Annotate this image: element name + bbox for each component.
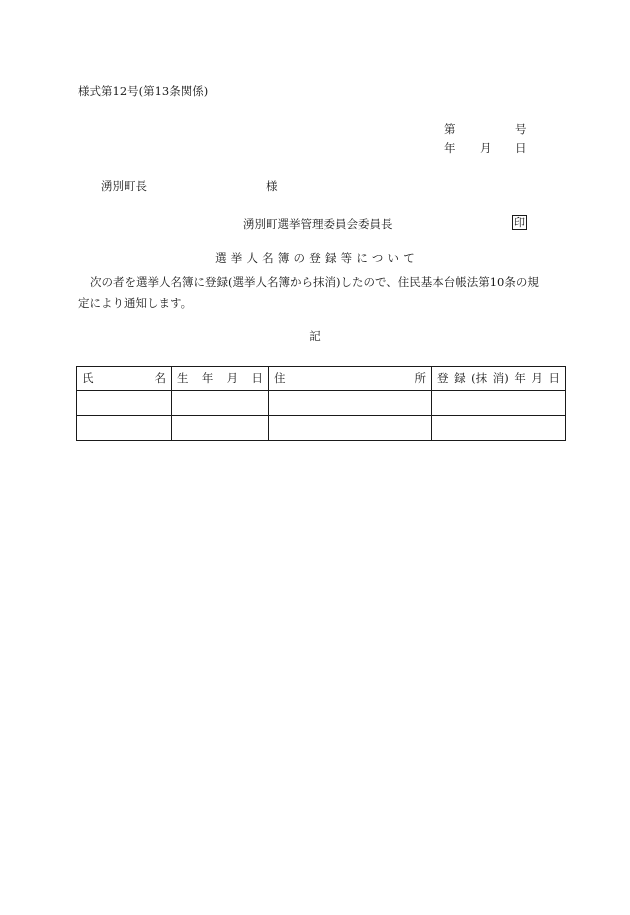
header-registration-date-label: 登 録 (抹 消) 年 月 日 [437, 370, 560, 385]
header-address [269, 367, 432, 391]
document-number-label: 第 [444, 122, 456, 136]
date-month-label: 月 [480, 141, 492, 155]
registration-date-cell[interactable] [432, 391, 566, 416]
seal-mark: 印 [514, 216, 525, 229]
table-row [77, 391, 566, 416]
addressee-name: 湧別町長 [101, 179, 147, 193]
voter-roster-table [76, 366, 566, 441]
birthdate-cell[interactable] [172, 391, 269, 416]
record-mark: 記 [309, 329, 321, 343]
date-year-label: 年 [444, 141, 456, 155]
date-day-label: 日 [515, 141, 527, 155]
header-name-label: 氏 名 [82, 370, 166, 385]
table-row [77, 416, 566, 441]
body-text [78, 272, 556, 314]
sender-name: 湧別町選挙管理委員会委員長 [243, 217, 393, 231]
header-birthdate [172, 367, 269, 391]
body-line-1: 次の者を選挙人名簿に登録(選挙人名簿から抹消)したので、住民基本台帳法第10条の規 [90, 275, 539, 289]
document-number-suffix: 号 [515, 122, 527, 136]
form-number: 様式第12号(第13条関係) [78, 84, 209, 98]
header-registration-date [432, 367, 566, 391]
header-birthdate-label: 生 年 月 日 [177, 370, 263, 385]
address-cell[interactable] [269, 391, 432, 416]
table-header-row [77, 367, 566, 391]
header-address-label: 住 所 [274, 370, 426, 385]
registration-date-cell[interactable] [432, 416, 566, 441]
document-title: 選挙人名簿の登録等について [215, 251, 419, 265]
birthdate-cell[interactable] [172, 416, 269, 441]
name-cell[interactable] [77, 416, 172, 441]
name-cell[interactable] [77, 391, 172, 416]
header-name [77, 367, 172, 391]
body-line-2: 定により通知します。 [78, 296, 193, 310]
addressee-honorific: 様 [266, 179, 278, 193]
address-cell[interactable] [269, 416, 432, 441]
